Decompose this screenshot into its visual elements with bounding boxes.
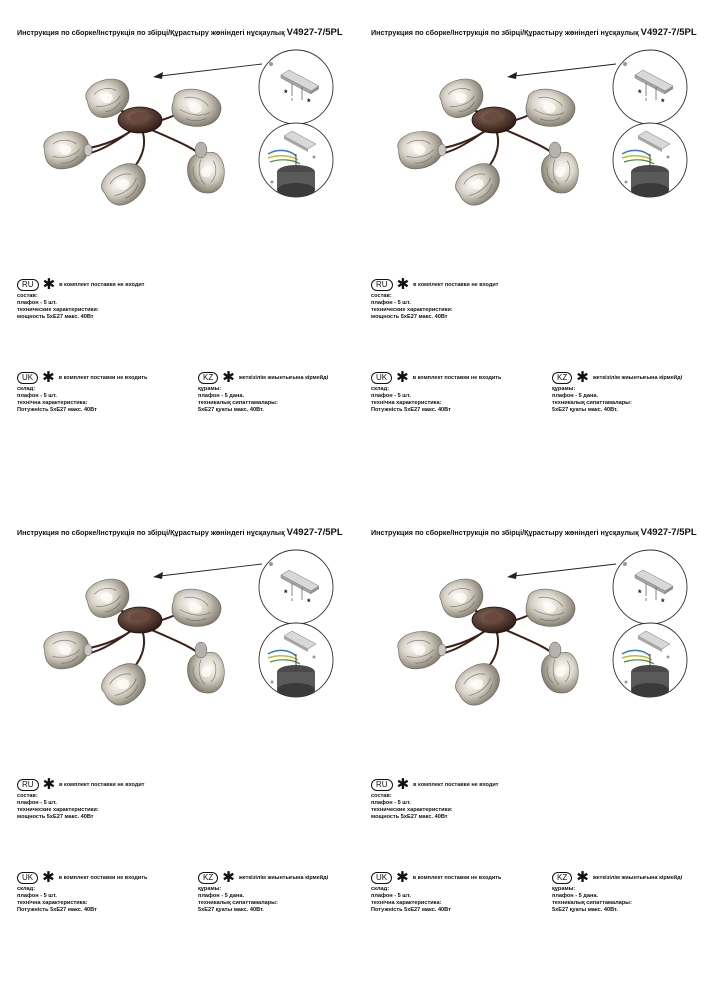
instruction-title: Инструкция по сборке/Інструкція по збірці/Құрастыру жөніндегі нұсқаулық V4927-7/5PL [17, 27, 343, 38]
instruction-panel [0, 0, 353, 500]
ru-block: RU ✱ в комплект поставки не входит состав: плафон - 5 шт. технические характеристики: мощность 5хЕ27 макс. 40Вт [17, 276, 145, 320]
instruction-panel [354, 0, 707, 500]
instruction-title: Инструкция по сборке/Інструкція по збірці/Құрастыру жөніндегі нұсқаулық V4927-7/5PL [371, 27, 697, 38]
kz-block: KZ ✱ жеткізілім жиынтығына кірмейді құрамы: плафон - 5 дана. техникалық сипаттамалары: 5хЕ27 қуаты макс. 40Вт. [552, 869, 683, 913]
instruction-title: Инструкция по сборке/Інструкція по збірці/Құрастыру жөніндегі нұсқаулық V4927-7/5PL [17, 527, 343, 538]
kz-block: KZ ✱ жеткізілім жиынтығына кірмейді құрамы: плафон - 5 дана. техникалық сипаттамалары: 5хЕ27 қуаты макс. 40Вт. [552, 369, 683, 413]
asterisk-icon: ✱ [576, 369, 589, 386]
chandelier-illustration [0, 0, 353, 260]
chandelier-illustration [354, 0, 707, 260]
uk-block: UK ✱ в комплект поставки не входить склад: плафон - 5 шт. технічна характеристика: Потужність 5хЕ27 макс. 40Вт [17, 369, 148, 413]
uk-block: UK ✱ в комплект поставки не входить склад: плафон - 5 шт. технічна характеристика: Потужність 5хЕ27 макс. 40Вт [371, 369, 502, 413]
asterisk-icon: ✱ [396, 776, 410, 793]
kz-block: KZ ✱ жеткізілім жиынтығына кірмейді құрамы: плафон - 5 дана. техникалық сипаттамалары: 5хЕ27 қуаты макс. 40Вт. [198, 369, 329, 413]
asterisk-icon: ✱ [42, 869, 55, 886]
asterisk-icon: ✱ [42, 276, 56, 293]
chandelier-illustration [0, 500, 353, 760]
asterisk-icon: ✱ [222, 369, 235, 386]
ru-block: RU ✱ в комплект поставки не входит состав: плафон - 5 шт. технические характеристики: мощность 5хЕ27 макс. 40Вт [371, 276, 499, 320]
uk-block: UK ✱ в комплект поставки не входить склад: плафон - 5 шт. технічна характеристика: Потужність 5хЕ27 макс. 40Вт [371, 869, 502, 913]
asterisk-icon: ✱ [396, 276, 410, 293]
instruction-panel [354, 500, 707, 1000]
asterisk-icon: ✱ [396, 869, 409, 886]
uk-block: UK ✱ в комплект поставки не входить склад: плафон - 5 шт. технічна характеристика: Потужність 5хЕ27 макс. 40Вт [17, 869, 148, 913]
kz-block: KZ ✱ жеткізілім жиынтығына кірмейді құрамы: плафон - 5 дана. техникалық сипаттамалары: 5хЕ27 қуаты макс. 40Вт. [198, 869, 329, 913]
asterisk-icon: ✱ [576, 869, 589, 886]
asterisk-icon: ✱ [42, 369, 55, 386]
asterisk-icon: ✱ [42, 776, 56, 793]
chandelier-illustration [354, 500, 707, 760]
asterisk-icon: ✱ [222, 869, 235, 886]
instruction-panel [0, 500, 353, 1000]
ru-block: RU ✱ в комплект поставки не входит состав: плафон - 5 шт. технические характеристики: мощность 5хЕ27 макс. 40Вт [371, 776, 499, 820]
asterisk-icon: ✱ [396, 369, 409, 386]
instruction-title: Инструкция по сборке/Інструкція по збірці/Құрастыру жөніндегі нұсқаулық V4927-7/5PL [371, 527, 697, 538]
ru-block: RU ✱ в комплект поставки не входит состав: плафон - 5 шт. технические характеристики: мощность 5хЕ27 макс. 40Вт [17, 776, 145, 820]
